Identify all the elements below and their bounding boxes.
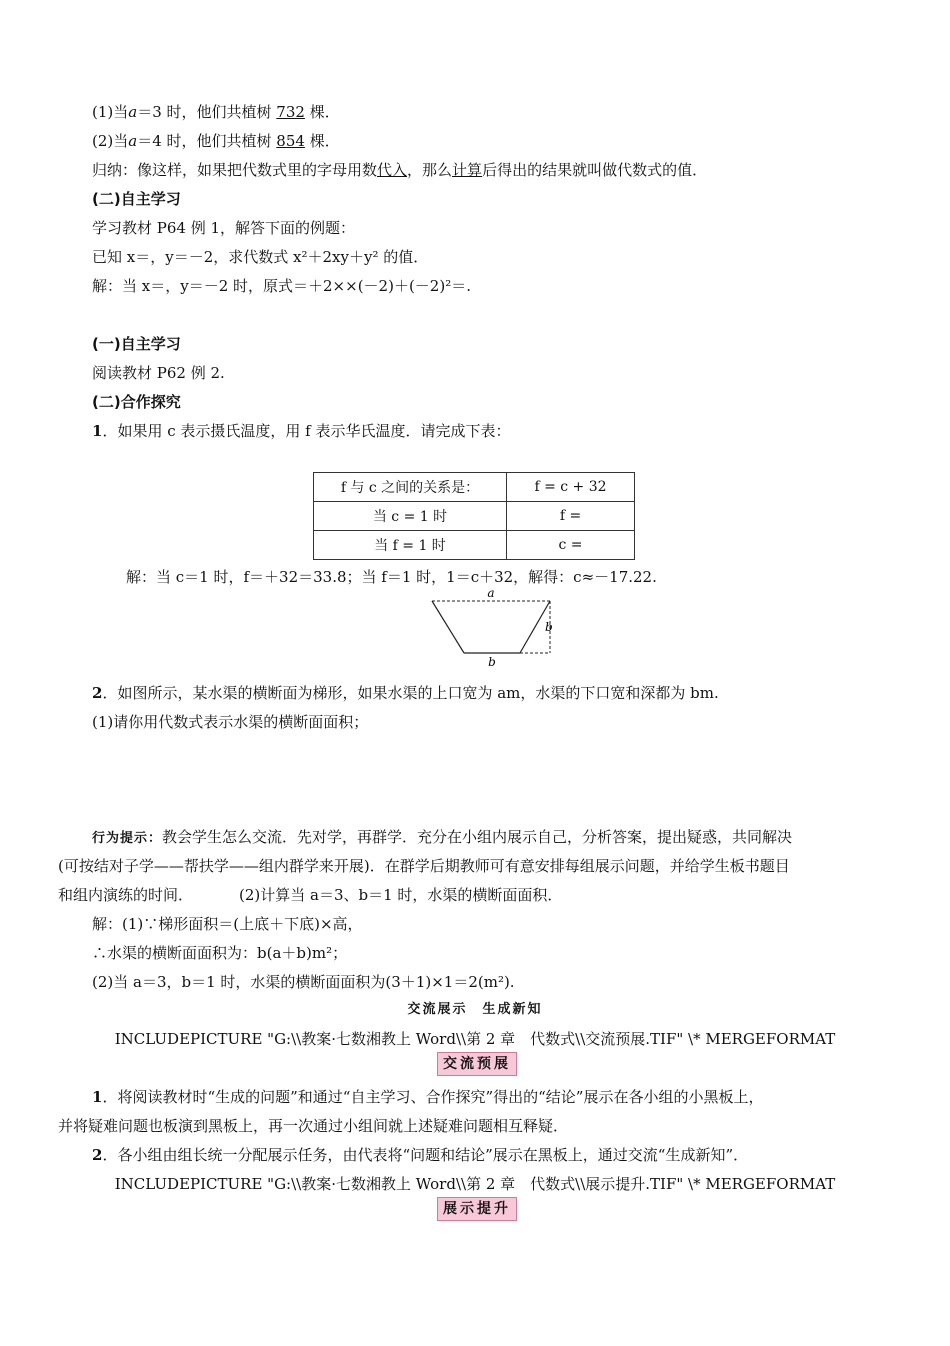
label-b-side: b — [545, 620, 553, 634]
hint-line-2: (可按结对子学——帮扶学——组内群学来开展)．在群学后期教师可有意安排每组展示问题，并给学生板书题目 — [58, 857, 790, 875]
table-cell: f = c + 32 — [507, 473, 635, 502]
answer-732: 732 — [276, 103, 305, 121]
table-cell: 当 c = 1 时 — [314, 502, 507, 531]
answer-line-2: ∴水渠的横断面面积为：b(a＋b)m²； — [92, 944, 348, 962]
label-a: a — [487, 586, 495, 600]
hint-label: 行为提示： — [92, 831, 163, 846]
answer-854: 854 — [276, 132, 305, 150]
read-instruction: 阅读教材 P62 例 2. — [92, 364, 225, 382]
temperature-table — [313, 472, 635, 560]
table-row — [314, 502, 635, 531]
label-b-bottom: b — [488, 655, 496, 669]
trapezoid-figure — [420, 585, 570, 670]
para-1b: 并将疑难问题也板演到黑板上，再一次通过小组间就上述疑难问题相互释疑． — [58, 1117, 569, 1135]
table-cell: f 与 c 之间的关系是： — [314, 473, 507, 502]
include-field-1: INCLUDEPICTURE "G:\\教案·七数湘教上 Word\\第 2 章 代数式\\交流预展.TIF" \* MERGEFORMAT — [114, 1030, 836, 1048]
hint-line-1: 行为提示：教会学生怎么交流．先对学，再群学．充分在小组内展示自己，分析答案，提出疑惑，共同解决 — [92, 828, 793, 846]
table-cell: f = — [507, 502, 635, 531]
solution-1: 解：当 c＝1 时，f＝＋32＝33.8；当 f＝1 时，1＝c＋32，解得：c≈－17.22. — [126, 568, 657, 586]
table-row — [314, 531, 635, 560]
badge-exchange-preview: 交流预展 — [437, 1052, 517, 1076]
example-known: 已知 x＝，y＝－2，求代数式 x²＋2xy＋y² 的值． — [92, 248, 429, 266]
table-cell: 当 f = 1 时 — [314, 531, 507, 560]
study-instruction: 学习教材 P64 例 1，解答下面的例题： — [92, 219, 356, 237]
line-1: (1)当a＝3 时，他们共植树 732 棵． — [92, 103, 340, 121]
section-title: 交流展示 生成新知 — [407, 1002, 543, 1017]
answer-line-1: 解：(1)∵梯形面积＝(上底＋下底)×高， — [92, 915, 363, 933]
table-cell: c = — [507, 531, 635, 560]
heading-self-study-2: (二)自主学习 — [92, 190, 181, 208]
para-2: 2．各小组由组长统一分配展示任务，由代表将“问题和结论”展示在黑板上，通过交流“生成新知”． — [92, 1146, 749, 1164]
table-row — [314, 473, 635, 502]
line-2: (2)当a＝4 时，他们共植树 854 棵． — [92, 132, 340, 150]
left-side — [432, 601, 464, 653]
answer-line-3: (2)当 a＝3，b＝1 时，水渠的横断面面积为(3＋1)×1＝2(m²). — [92, 973, 515, 991]
summary-line: 归纳：像这样，如果把代数式里的字母用数代入，那么计算后得出的结果就叫做代数式的值． — [92, 161, 708, 179]
hint-line-3: 和组内演练的时间． (2)计算当 a＝3、b＝1 时，水渠的横断面面积． — [58, 886, 563, 904]
question-1: 1．如果用 c 表示摄氏温度，用 f 表示华氏温度．请完成下表： — [92, 422, 511, 440]
example-solution: 解：当 x＝，y＝－2 时，原式＝＋2××(－2)＋(－2)²＝. — [92, 277, 471, 295]
badge-show-improve: 展示提升 — [437, 1197, 517, 1221]
heading-self-study-1: (一)自主学习 — [92, 335, 181, 353]
question-2: 2．如图所示，某水渠的横断面为梯形，如果水渠的上口宽为 am，水渠的下口宽和深都为 bm. — [92, 684, 719, 702]
include-field-2: INCLUDEPICTURE "G:\\教案·七数湘教上 Word\\第 2 章 代数式\\展示提升.TIF" \* MERGEFORMAT — [114, 1175, 836, 1193]
heading-cooperative: (二)合作探究 — [92, 393, 181, 411]
question-2-sub1: (1)请你用代数式表示水渠的横断面面积； — [92, 713, 369, 731]
para-1a: 1．将阅读教材时“生成的问题”和通过“自主学习、合作探究”得出的“结论”展示在各小组的小黑板上， — [92, 1088, 764, 1106]
